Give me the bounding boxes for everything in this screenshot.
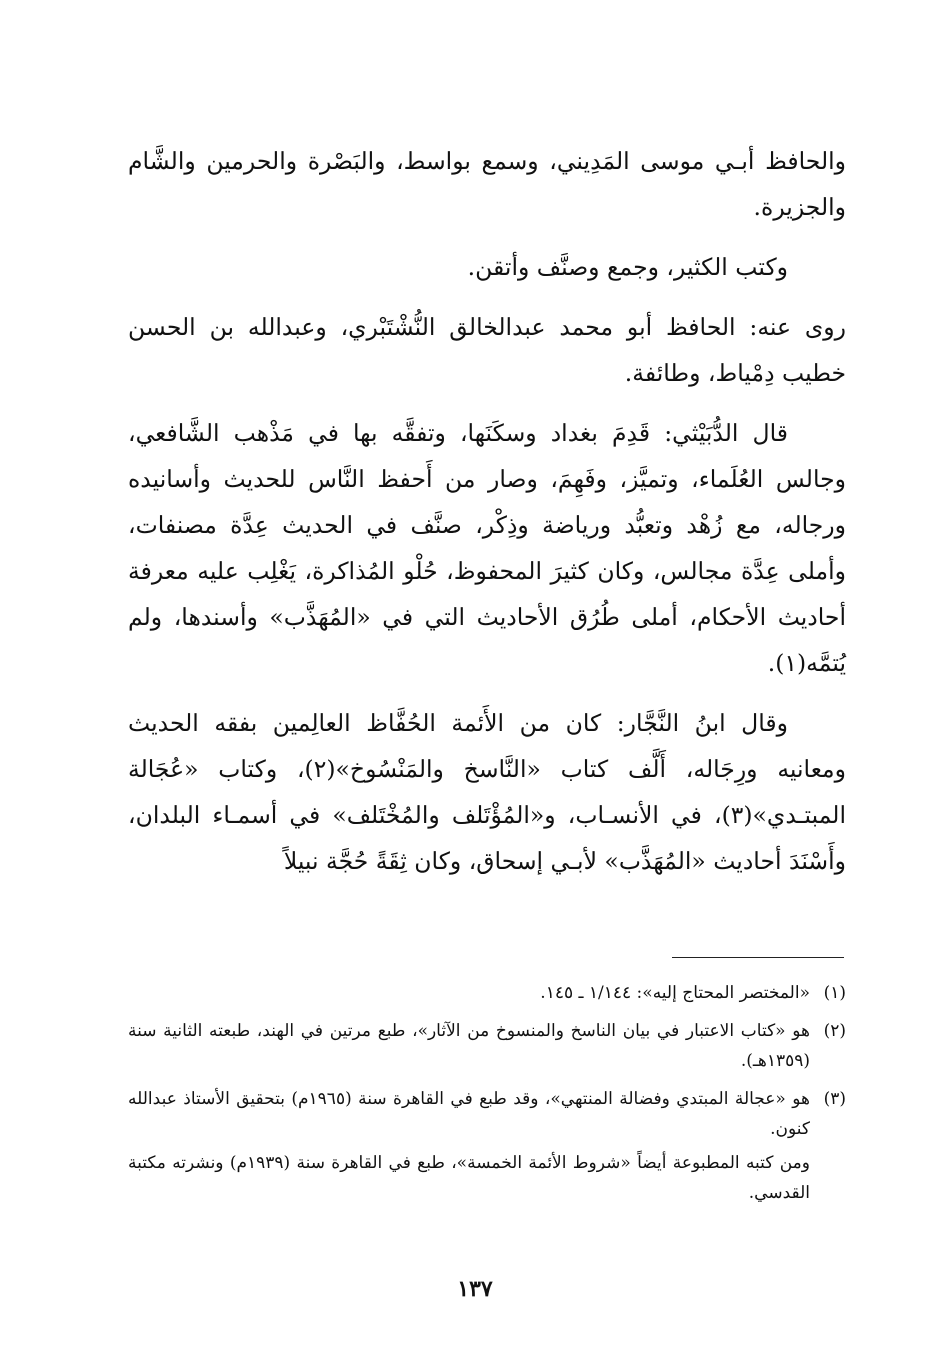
paragraph-4: قال الدُّبَيْثي: قَدِمَ بغداد وسكَنَها، وتفقَّه بها في مَذْهب الشَّافعي، وجالس العُلَماء، وتميَّز، وفَهِمَ، وصار من أَحفظ النَّاس للحديث وأسانيده ورجاله، مع زُهْد وتعبُّد ورياضة وذِكْر، صنَّف في الحديث عِدَّة مصنفات، وأملى عِدَّة مجالس، وكان كثيرَ المحفوظ، حُلْو المُذاكرة، يَغْلِب عليه معرفة أحاديث الأحكام، أملى طُرُق الأحاديث التي في «المُهَذَّب» وأسندها، ولم يُتمَّه(١). (128, 419, 846, 677)
footnote-1 (128, 978, 846, 1008)
footnote-text: «المختصر المحتاج إليه»: ١/١٤٤ ـ ١٤٥. (540, 983, 810, 1003)
footnotes (128, 978, 846, 1216)
footnote-text: هو «كتاب الاعتبار في بيان الناسخ والمنسوخ من الآثار»، طبع مرتين في الهند، طبعته الثانية سنة (١٣٥٩هـ). (128, 1021, 810, 1071)
footnote-number: (٢) (823, 1021, 846, 1041)
main-text (128, 138, 846, 898)
footnote-separator (672, 957, 844, 958)
paragraph-1: والحافظ أبـي موسى المَدِيني، وسمع بواسط، والبَصْرة والحرمين والشَّام والجزيرة. (128, 147, 846, 221)
paragraph-5: وقال ابنُ النَّجَّار: كان من الأَئمة الحُفَّاظ العالِمين بفقه الحديث ومعانيه ورِجَاله، أَلَّف كتاب «النَّاسخ والمَنْسُوخ»(٢)، وكتاب «عُجَالة المبتـدي»(٣)، في الأنسـاب، و«المُؤْتَلف والمُخْتَلف» في أسمـاء البلدان، وأَسْنَدَ أحاديث «المُهَذَّب» لأبـي إسحاق، وكان ثِقَةً حُجَّة نبيلاً (128, 709, 846, 875)
paragraph-2: وكتب الكثير، وجمع وصنَّف وأتقن. (467, 253, 788, 281)
footnote-2 (128, 1016, 846, 1076)
footnote-number: (٣) (823, 1089, 846, 1109)
page-number: ١٣٧ (457, 1276, 493, 1302)
paragraph-3: روى عنه: الحافظ أبو محمد عبدالخالق النُّشْتَبْري، وعبدالله بن الحسن خطيب دِمْياط، وطائفة. (128, 313, 846, 387)
footnote-3 (128, 1084, 846, 1208)
footnote-extra-text: ومن كتبه المطبوعة أيضاً «شروط الأئمة الخمسة»، طبع في القاهرة سنة (١٩٣٩م) ونشرته مكتبة القدسي. (128, 1153, 810, 1203)
footnote-text: هو «عجالة المبتدي وفضالة المنتهي»، وقد طبع في القاهرة سنة (١٩٦٥م) بتحقيق الأستاذ عبدالله كنون. (128, 1089, 810, 1139)
footnote-number: (١) (823, 983, 846, 1003)
